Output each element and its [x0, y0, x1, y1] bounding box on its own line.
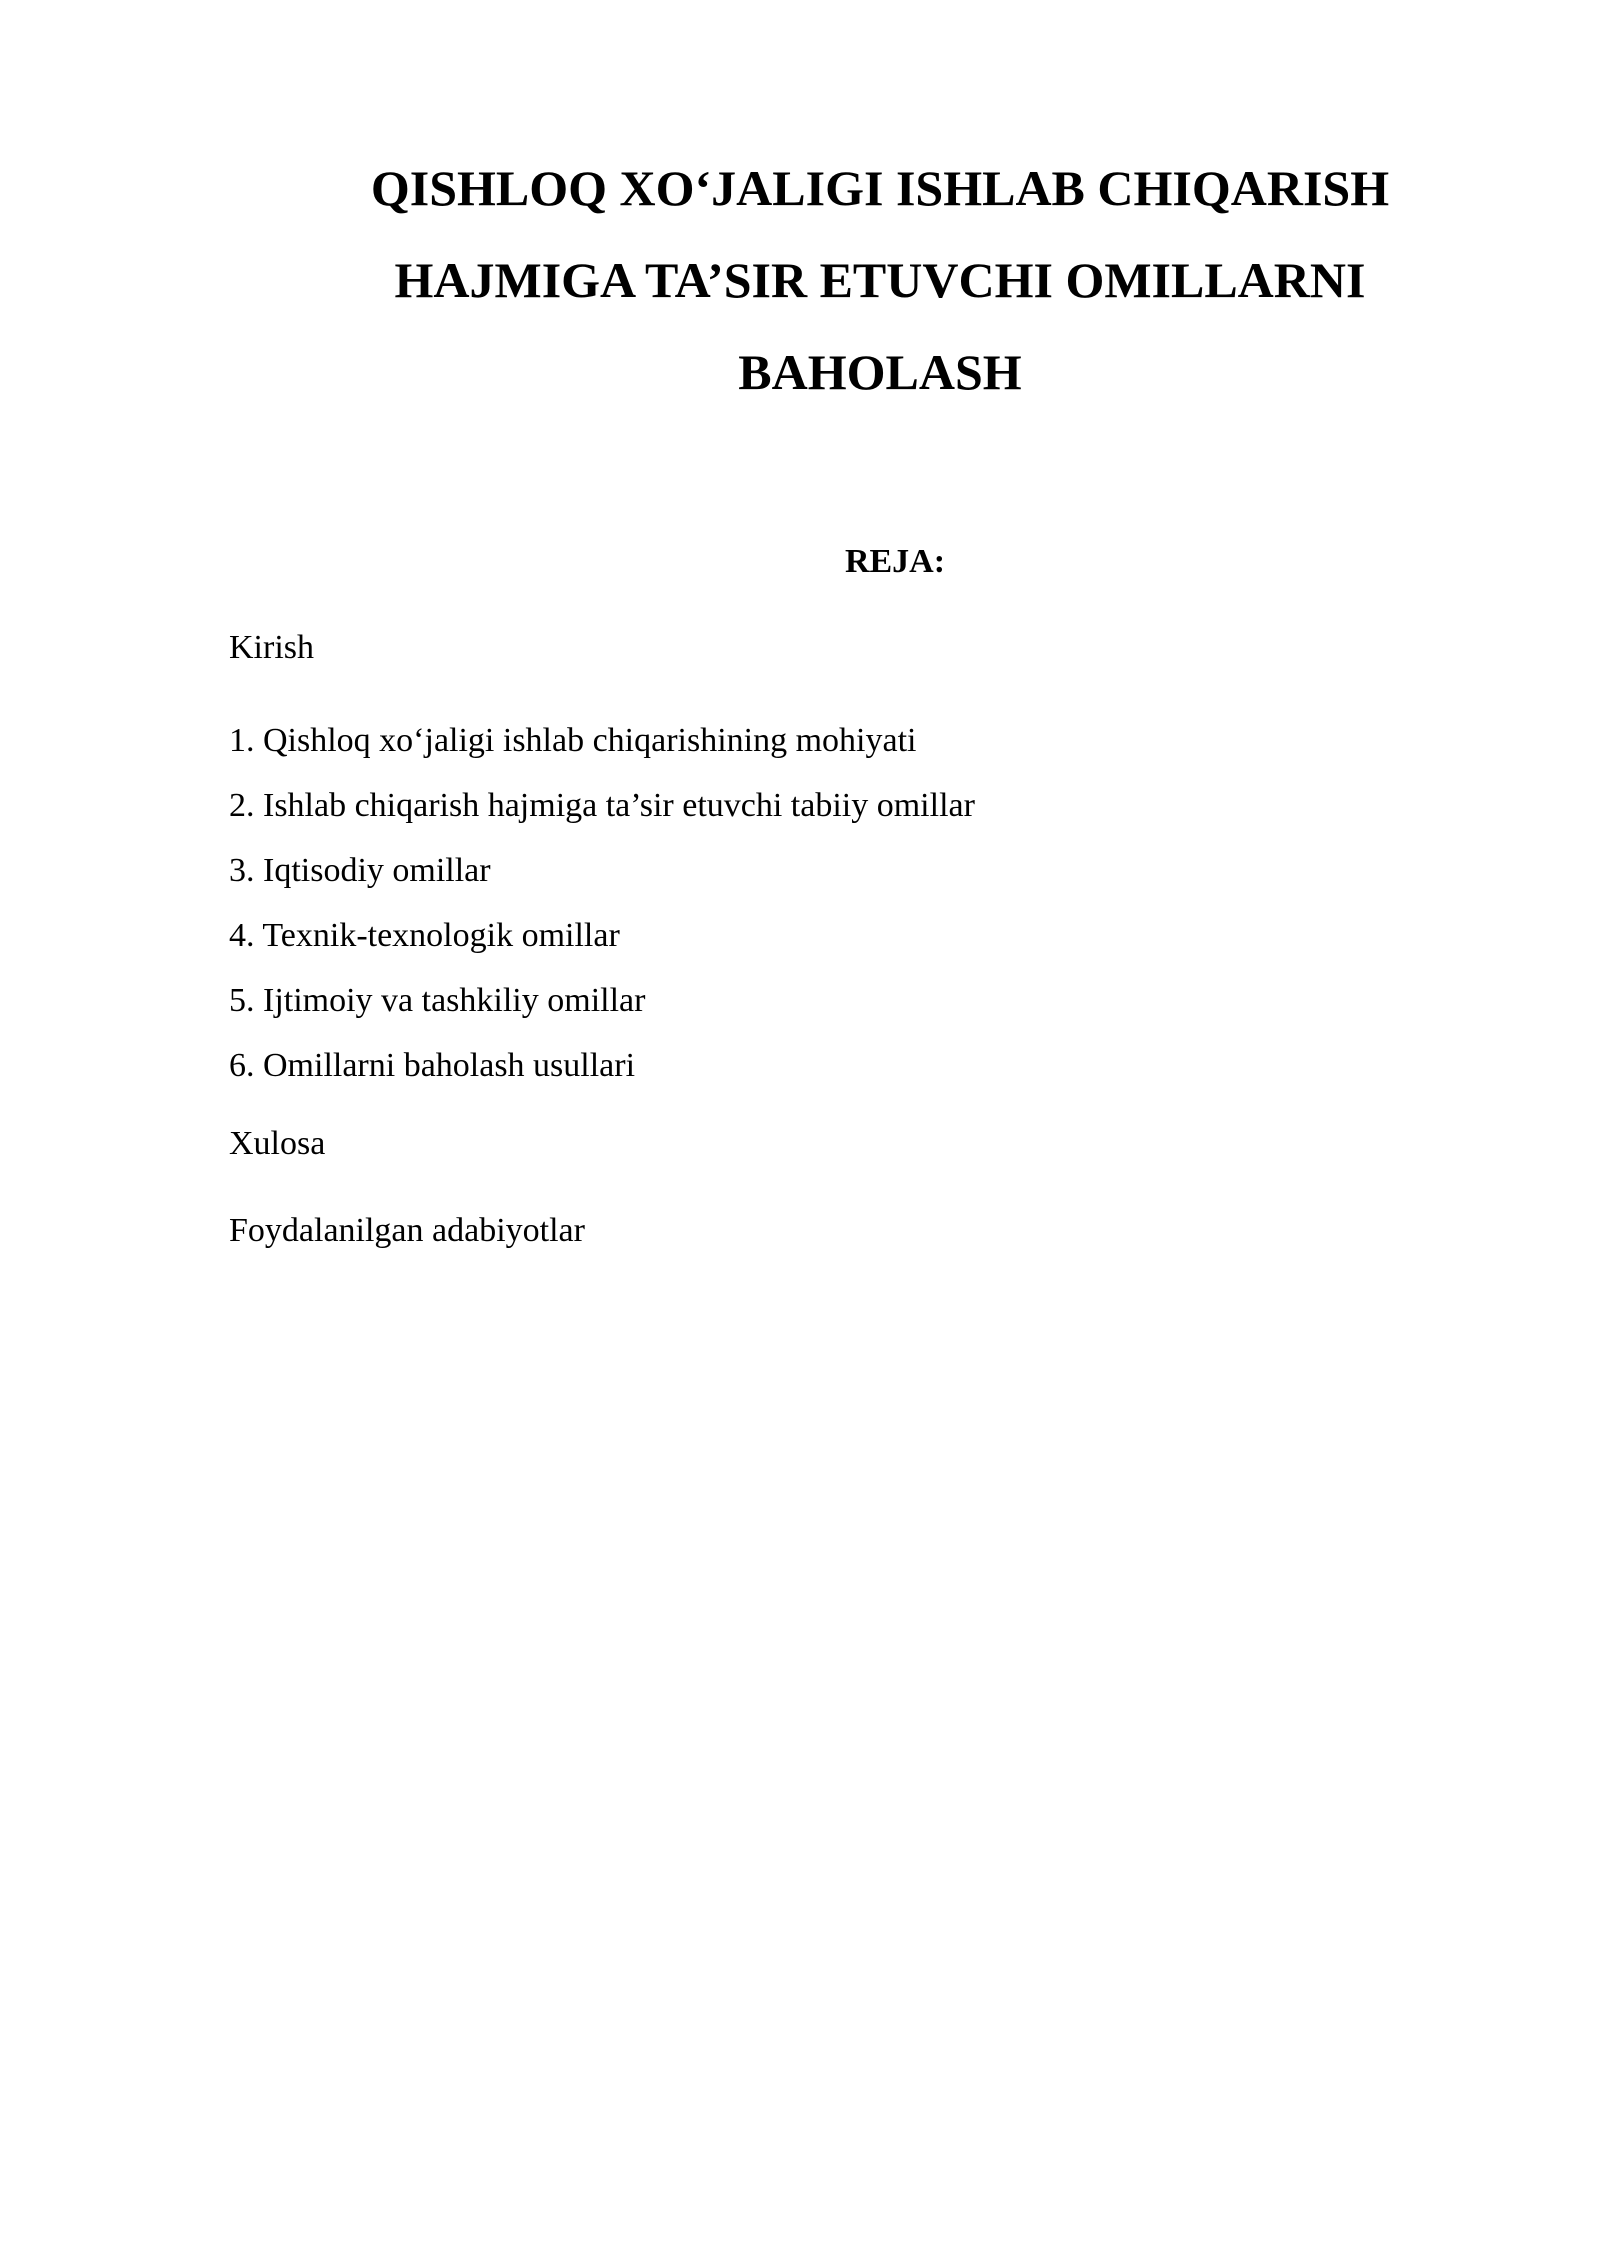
title-line-1: QISHLOQ XO‘JALIGI ISHLAB CHIQARISH [370, 160, 1390, 216]
plan-list [229, 708, 975, 1098]
document-title [330, 142, 1430, 418]
title-line-2: HAJMIGA TA’SIR ETUVCHI OMILLARNI [394, 252, 1366, 308]
intro-entry: Kirish [229, 629, 314, 666]
references-entry: Foydalanilgan adabiyotlar [229, 1212, 585, 1249]
title-line-3: BAHOLASH [738, 344, 1022, 400]
plan-item-3: 3. Iqtisodiy omillar [229, 852, 491, 889]
plan-item-1: 1. Qishloq xo‘jaligi ishlab chiqarishining mohiyati [229, 722, 917, 759]
plan-heading: REJA: [844, 543, 946, 580]
plan-item-2: 2. Ishlab chiqarish hajmiga ta’sir etuvchi tabiiy omillar [229, 787, 975, 824]
plan-item-6: 6. Omillarni baholash usullari [229, 1047, 636, 1084]
plan-item-4: 4. Texnik-texnologik omillar [229, 917, 620, 954]
plan-item-5: 5. Ijtimoiy va tashkiliy omillar [229, 982, 646, 1019]
conclusion-entry: Xulosa [229, 1125, 326, 1162]
